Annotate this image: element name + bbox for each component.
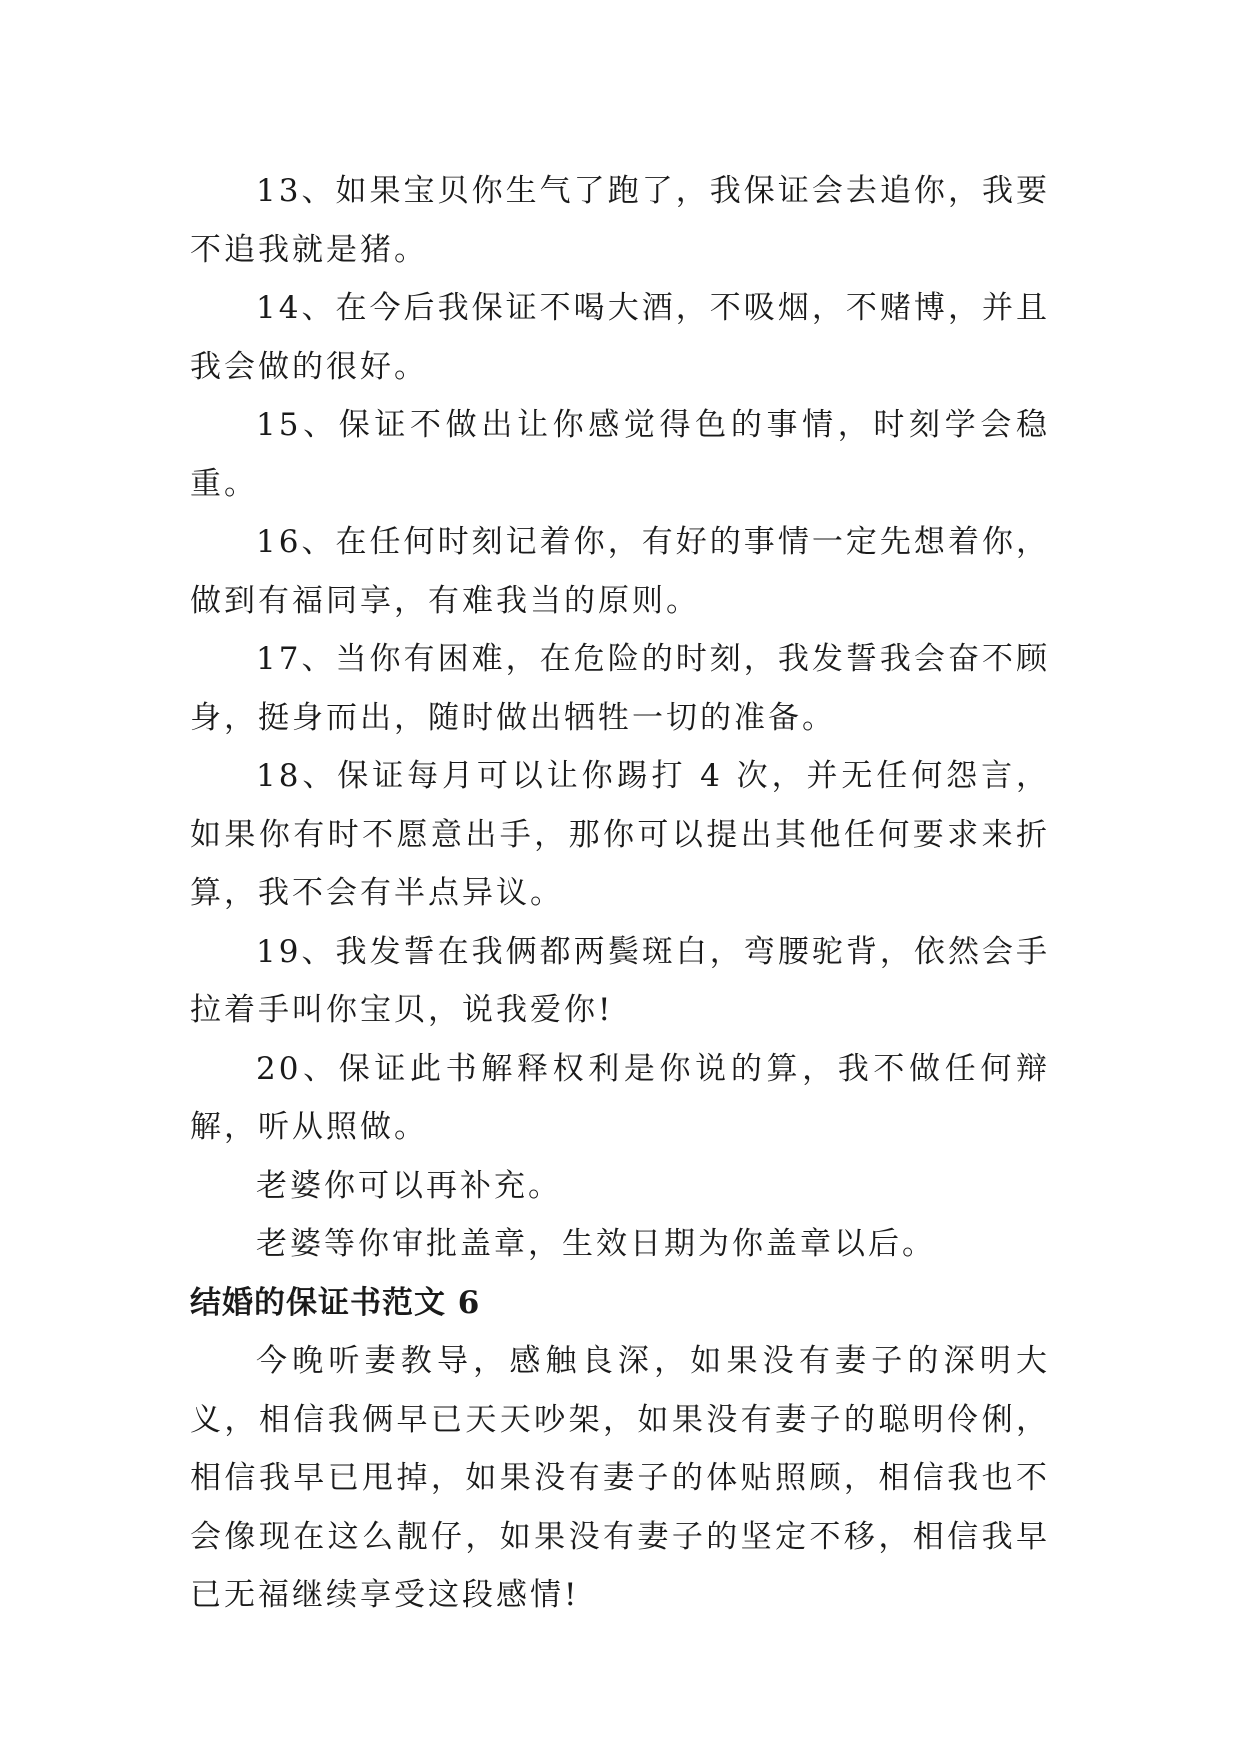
section-paragraph: 今晚听妻教导，感触良深，如果没有妻子的深明大义，相信我俩早已天天吵架，如果没有妻子的聪明伶俐，相信我早已甩掉，如果没有妻子的体贴照顾，相信我也不会像现在这么靓仔，如果没有妻子的坚定不移，相信我早已无福继续享受这段感情!	[190, 1343, 1050, 1613]
paragraph-supplement: 老婆你可以再补充。	[256, 1167, 562, 1204]
paragraph-item-16: 16、在任何时刻记着你，有好的事情一定先想着你，做到有福同享，有难我当的原则。	[190, 524, 1050, 619]
paragraph-item-17: 17、当你有困难，在危险的时刻，我发誓我会奋不顾身，挺身而出，随时做出牺牲一切的准备。	[190, 641, 1050, 736]
paragraph-item-18: 18、保证每月可以让你踢打 4 次，并无任何怨言，如果你有时不愿意出手，那你可以提出其他任何要求来折算，我不会有半点异议。	[190, 758, 1050, 911]
paragraph-item-14: 14、在今后我保证不喝大酒，不吸烟，不赌博，并且我会做的很好。	[190, 290, 1050, 385]
paragraph-item-13: 13、如果宝贝你生气了跑了，我保证会去追你，我要不追我就是猪。	[190, 173, 1050, 268]
section-heading: 结婚的保证书范文 6	[190, 1284, 481, 1321]
document-body	[190, 162, 1050, 1625]
paragraph-item-19: 19、我发誓在我俩都两鬓斑白，弯腰驼背，依然会手拉着手叫你宝贝，说我爱你!	[190, 933, 1050, 1028]
paragraph-item-15: 15、保证不做出让你感觉得色的事情，时刻学会稳重。	[190, 407, 1050, 502]
paragraph-item-20: 20、保证此书解释权利是你说的算，我不做任何辩解，听从照做。	[190, 1050, 1050, 1145]
paragraph-approval: 老婆等你审批盖章，生效日期为你盖章以后。	[256, 1226, 936, 1262]
